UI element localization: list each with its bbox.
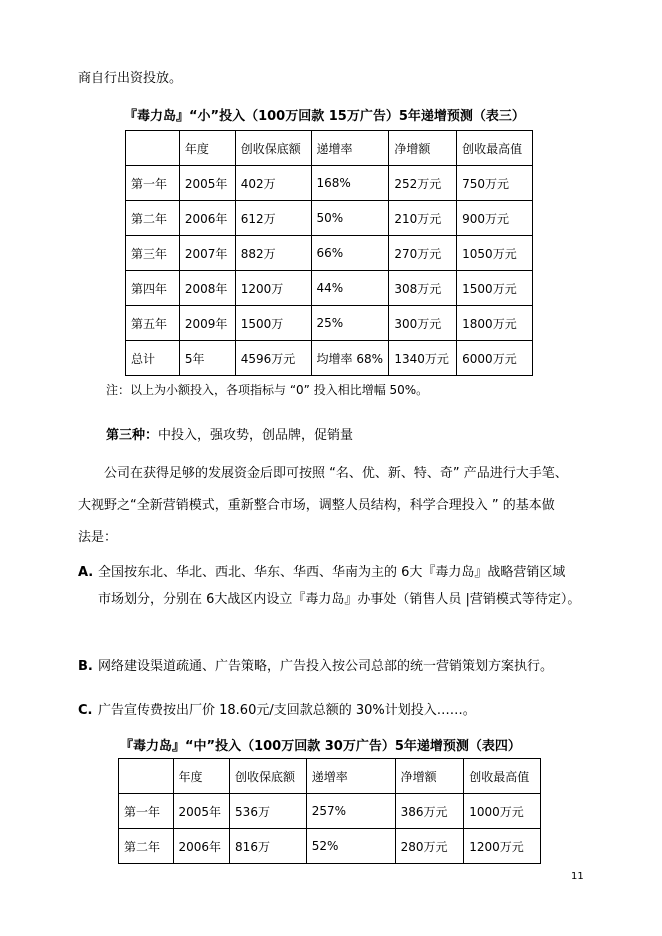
table-cell: 1500万元 (457, 271, 533, 306)
item-a-text: 全国按东北、华北、西北、华东、华西、华南为主的 6大『毒力岛』战略营销区域 (98, 565, 566, 580)
table-cell: 750万元 (457, 166, 533, 201)
table-cell: 308万元 (389, 271, 457, 306)
item-c-label: C. (78, 703, 93, 718)
header-cell (126, 131, 180, 166)
table-row (119, 794, 541, 829)
table4-title: 『毒力岛』“中”投入（100万回款 30万广告）5年递增预测（表四） (120, 739, 521, 754)
table-cell: 1500万 (235, 306, 311, 341)
table-cell: 总计 (126, 341, 180, 376)
section3-heading-label: 第三种： (106, 428, 159, 443)
table-cell: 4596万元 (235, 341, 311, 376)
table3-header-row (126, 131, 533, 166)
table-cell: 257% (306, 794, 395, 829)
table3-title: 『毒力岛』“小”投入（100万回款 15万广告）5年递增预测（表三） (124, 109, 525, 124)
item-c-text: 广告宣传费按出厂价 18.60元/支回款总额的 30%计划投入……。 (98, 703, 476, 718)
header-cell: 创收最高值 (457, 131, 533, 166)
table-cell: 第一年 (126, 166, 180, 201)
table-cell: 210万元 (389, 201, 457, 236)
table-cell: 2005年 (179, 166, 235, 201)
table-cell: 2005年 (173, 794, 230, 829)
table-row (126, 306, 533, 341)
top-line: 商自行出资投放。 (78, 71, 183, 86)
header-cell: 创收最高值 (464, 759, 541, 794)
table3 (125, 130, 533, 376)
header-cell: 年度 (173, 759, 230, 794)
table-cell: 2006年 (173, 829, 230, 864)
table-cell: 270万元 (389, 236, 457, 271)
table4 (118, 758, 541, 864)
header-cell: 递增率 (306, 759, 395, 794)
table-cell: 900万元 (457, 201, 533, 236)
table-cell: 44% (311, 271, 389, 306)
table-cell: 6000万元 (457, 341, 533, 376)
table-cell: 5年 (179, 341, 235, 376)
table-cell: 2006年 (179, 201, 235, 236)
item-b-label: B. (78, 659, 93, 674)
table-cell: 300万元 (389, 306, 457, 341)
table-cell: 168% (311, 166, 389, 201)
header-cell: 创收保底额 (230, 759, 307, 794)
table-cell: 280万元 (395, 829, 464, 864)
table-row (126, 201, 533, 236)
table-cell: 402万 (235, 166, 311, 201)
section3-heading-rest: 中投入，强攻势，创品牌，促销量 (158, 428, 354, 443)
table-cell: 50% (311, 201, 389, 236)
item-c (78, 702, 476, 720)
table-cell: 第四年 (126, 271, 180, 306)
table-cell: 均增率 68% (311, 341, 389, 376)
item-a-label: A. (78, 565, 94, 580)
table-cell: 25% (311, 306, 389, 341)
table-row (126, 271, 533, 306)
table-cell: 2009年 (179, 306, 235, 341)
table-cell: 1800万元 (457, 306, 533, 341)
table-cell: 第三年 (126, 236, 180, 271)
item-b-text: 网络建设渠道疏通、广告策略，广告投入按公司总部的统一营销策划方案执行。 (98, 659, 554, 674)
table-row (126, 236, 533, 271)
table-cell: 1000万元 (464, 794, 541, 829)
table-cell: 52% (306, 829, 395, 864)
table-row-total (126, 341, 533, 376)
table-cell: 第二年 (126, 201, 180, 236)
paragraph-line: 大视野之“全新营销模式，重新整合市场，调整人员结构，科学合理投入 ” 的基本做 (78, 498, 555, 513)
table-cell: 第五年 (126, 306, 180, 341)
table-row (126, 166, 533, 201)
header-cell: 创收保底额 (235, 131, 311, 166)
table-cell: 1050万元 (457, 236, 533, 271)
header-cell: 净增额 (389, 131, 457, 166)
table-cell: 2008年 (179, 271, 235, 306)
table-cell: 1340万元 (389, 341, 457, 376)
paragraph-line: 公司在获得足够的发展资金后即可按照 “名、优、新、特、奇” 产品进行大手笔、 (104, 466, 568, 481)
item-b (78, 658, 553, 676)
table-cell: 第一年 (119, 794, 174, 829)
table3-note: 注：以上为小额投入，各项指标与 “0” 投入相比增幅 50%。 (106, 383, 429, 397)
table-cell: 536万 (230, 794, 307, 829)
table-cell: 2007年 (179, 236, 235, 271)
header-cell: 递增率 (311, 131, 389, 166)
table-cell: 66% (311, 236, 389, 271)
table4-header-row (119, 759, 541, 794)
item-a-continuation: 市场划分，分别在 6大战区内设立『毒力岛』办事处（销售人员 |营销模式等待定）。 (98, 592, 581, 607)
table-cell: 386万元 (395, 794, 464, 829)
header-cell: 年度 (179, 131, 235, 166)
paragraph-line: 法是： (78, 530, 118, 545)
table-cell: 1200万 (235, 271, 311, 306)
table-cell: 1200万元 (464, 829, 541, 864)
table-cell: 612万 (235, 201, 311, 236)
section3-heading (106, 427, 353, 445)
table-cell: 第二年 (119, 829, 174, 864)
table-cell: 816万 (230, 829, 307, 864)
header-cell (119, 759, 174, 794)
page-number: 11 (571, 871, 584, 882)
table-cell: 252万元 (389, 166, 457, 201)
item-a (78, 564, 565, 582)
header-cell: 净增额 (395, 759, 464, 794)
table-row (119, 829, 541, 864)
table-cell: 882万 (235, 236, 311, 271)
